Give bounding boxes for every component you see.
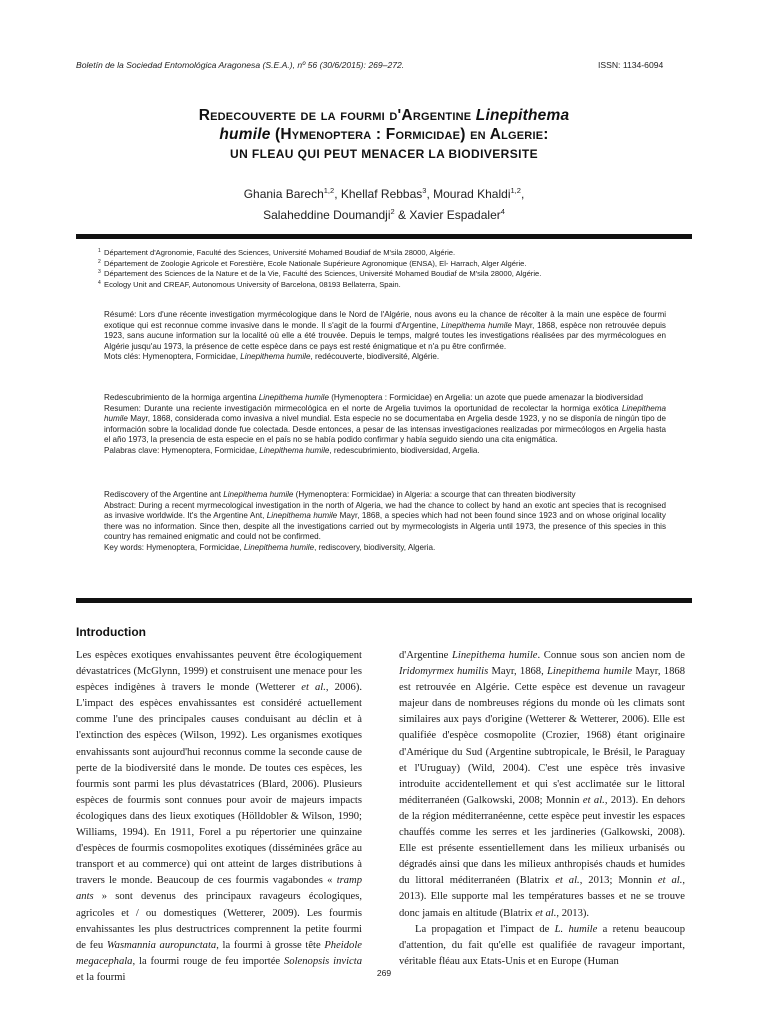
section-heading-introduction: Introduction bbox=[76, 625, 146, 639]
journal-header: Boletín de la Sociedad Entomológica Aragonesa (S.E.A.), nº 56 (30/6/2015): 269–272. bbox=[76, 60, 405, 70]
affiliations bbox=[98, 248, 684, 290]
divider-bottom bbox=[76, 598, 692, 603]
issn: ISSN: 1134-6094 bbox=[598, 60, 664, 70]
affiliation: 3 Département des Sciences de la Nature et de la Vie, Faculté des Sciences, Université Mohamed Boudiaf de M'sila 28000, Algérie. bbox=[98, 269, 542, 279]
affiliation: 4 Ecology Unit and CREAF, Autonomous University of Barcelona, 08193 Bellaterra, Spain. bbox=[98, 279, 401, 289]
divider-top bbox=[76, 234, 692, 239]
article-title: Redecouverte de la fourmi d'Argentine Linepithema humile (Hymenoptera : Formicidae) en Algerie: UN FLEAU QUI PEUT MENACER LA BIODIVERSITE bbox=[70, 106, 698, 163]
authors: Ghania Barech$^{1,2}$, Khellaf Rebbas$^3$, Mourad Khaldi$^{1,2}$, Salaheddine Doumandji$^2$ & Xavier Espadaler$^4$ bbox=[243, 186, 525, 222]
body-column-left: Les espèces exotiques envahissantes peuvent être écologiquement dévastatrices (McGlynn, 1999) et construisent une menace pour les espèces indigènes à travers le monde (Wetterer et al., 2006). L'impact des espèces envahissantes est considéré actuellement comme l'une des principales causes conduisant au déclin et à l'extinction des espèces (Wilson, 1992). Les organismes exotiques envahissants sont aujourd'hui reconnus comme la seconde cause de perte de la biodiversité dans le monde. De toutes ces espèces, les fourmis sont parmi les plus dévastatrices (Blard, 2006). Plusieurs espèces de fourmis sont connues pour avoir de majeurs impacts écologiques dans des lieux exotiques (Hölldobler & Wilson, 1990; Williams, 1994). En 1911, Forel a pu répertorier une quinzaine d'espèces de fourmis cosmopolites exotiques (disséminées grâce au transport et au commerce) qui ont atteint de larges distributions à travers le monde. Beaucoup de ces fourmis vagabondes « tramp ants » sont devenus des principaux ravageurs écologiques, agricoles et / ou domestiques (Wetterer, 2009). Les fourmis envahissantes les plus destructrices comprennent la petite fourmi de feu Wasmannia auropunctata, la fourmi à grosse tête Pheidole megacephala, la fourmi rouge de feu importée Solenopsis invicta et la fourmi bbox=[76, 650, 363, 983]
article-subtitle: UN FLEAU QUI PEUT MENACER LA BIODIVERSITE bbox=[230, 147, 538, 161]
abstract-french: Résumé: Lors d'une récente investigation myrmécologique dans le Nord de l'Algérie, nous avons eu la chance de récolter à la main une espèce de fourmi exotique qui est reconnue comme invasive dans le monde. Il s'agit de la fourmi d'Argentine, Linepithema humile Mayr, 1868, espèce non retrouvée depuis 1923, sans aucune information sur la localité où elle a été trouvée. Depuis le temps, malgré toutes les investigations réalisées par des myrmécologues en Algérie jusqu'au 1973, la présence de cette espèce dans ce pays est resté énigmatique et n'a pu être confirmée. Mots clés: Hymenoptera, Formicidae, Linepithema humile, redécouverte, biodiversité, Algérie. bbox=[104, 310, 666, 362]
body-column-right: d'Argentine Linepithema humile. Connue sous son ancien nom de Iridomyrmex humilis Mayr, 1868, Linepithema humile Mayr, 1868 est retrouvée en Algérie. Cette espèce est devenue un ravageur majeur dans de nombreuses régions du monde où les climats sont similaires aux pays d'origine (Wetterer & Wetterer, 2006). Elle est qualifiée d'espèce cosmopolite (Crozier, 1968) étant originaire d'Amérique du Sud (Argentine subtropicale, le Brésil, le Paraguay et l'Uruguay) (Wild, 2004). C'est une espèce très invasive introduite accidentellement et qui s'est acclimatée sur le littoral méditerranéen (Galkowski, 2008; Monnin et al., 2013). En dehors de la région méditerranéenne, cette espèce peut investir les espaces chauffés comme les serres et les jardineries (Galkowski, 2008). Elle est présente essentiellement dans les milieux urbanisés ou dégradés ainsi que dans les milieux anthropisés chauds et humides du littoral méditerranéen (Blatrix et al., 2013; Monnin et al., 2013). Elle supporte mal les températures basses et ne se trouve donc jamais en altitude (Blatrix et al., 2013). La propagation et l'impact de L. humile a retenu beaucoup d'attention, du fait qu'elle est qualifiée de ravageur important, véritable fléau aux Etats-Unis et en Europe (Human bbox=[399, 650, 686, 967]
abstract-spanish: Redescubrimiento de la hormiga argentina Linepithema humile (Hymenoptera : Formicidae) en Argelia: un azote que puede amenazar la biodiversidad Resumen: Durante una reciente investigación mirmecológica en el norte de Argelia tuvimos la oportunidad de recolectar la hormiga exótica Linepithema humile Mayr, 1868, considerada como invasiva a nivel mundial. Esta especie no se documentaba en Argelia desde 1923, y no se disponía de ningún tipo de información sobre la localidad donde fue colectada. Desde entonces, a pesar de las intensas investigaciones realizadas por mirmecólogos en Argelia hasta el año 1973, la presencia de esta especie en el país no se había podido confirmar y había seguido siendo una cita enigmática. Palabras clave: Hymenoptera, Formicidae, Linepithema humile, redescubrimiento, biodiversidad, Argelia. bbox=[104, 393, 666, 455]
abstract-english: Rediscovery of the Argentine ant Linepithema humile (Hymenoptera: Formicidae) in Algeria: a scourge that can threaten biodiversity Abstract: During a recent myrmecological investigation in the north of Algeria, we had the chance to collect by hand an exotic ant species that is recognised as invasive worldwide. It's the Argentine Ant, Linepithema humile Mayr, 1868, a species which had not been found since 1923 and on whose original locality there was no information. Since then, despite all the investigations carried out by myrmecologists in Algeria until 1973, the presence of this species in this country has remained enigmatic and could not be confirmed. Key words: Hymenoptera, Formicidae, Linepithema humile, rediscovery, biodiversity, Algeria. bbox=[104, 490, 666, 552]
page-number: 269 bbox=[376, 968, 392, 978]
affiliation: 2 Département de Zoologie Agricole et Forestière, Ecole Nationale Supérieure Agronomique (ENSA), El- Harrach, Alger Algérie. bbox=[98, 258, 527, 268]
affiliation: 1 Département d'Agronomie, Faculté des Sciences, Université Mohamed Boudiaf de M'sila 28000, Algérie. bbox=[98, 248, 456, 257]
